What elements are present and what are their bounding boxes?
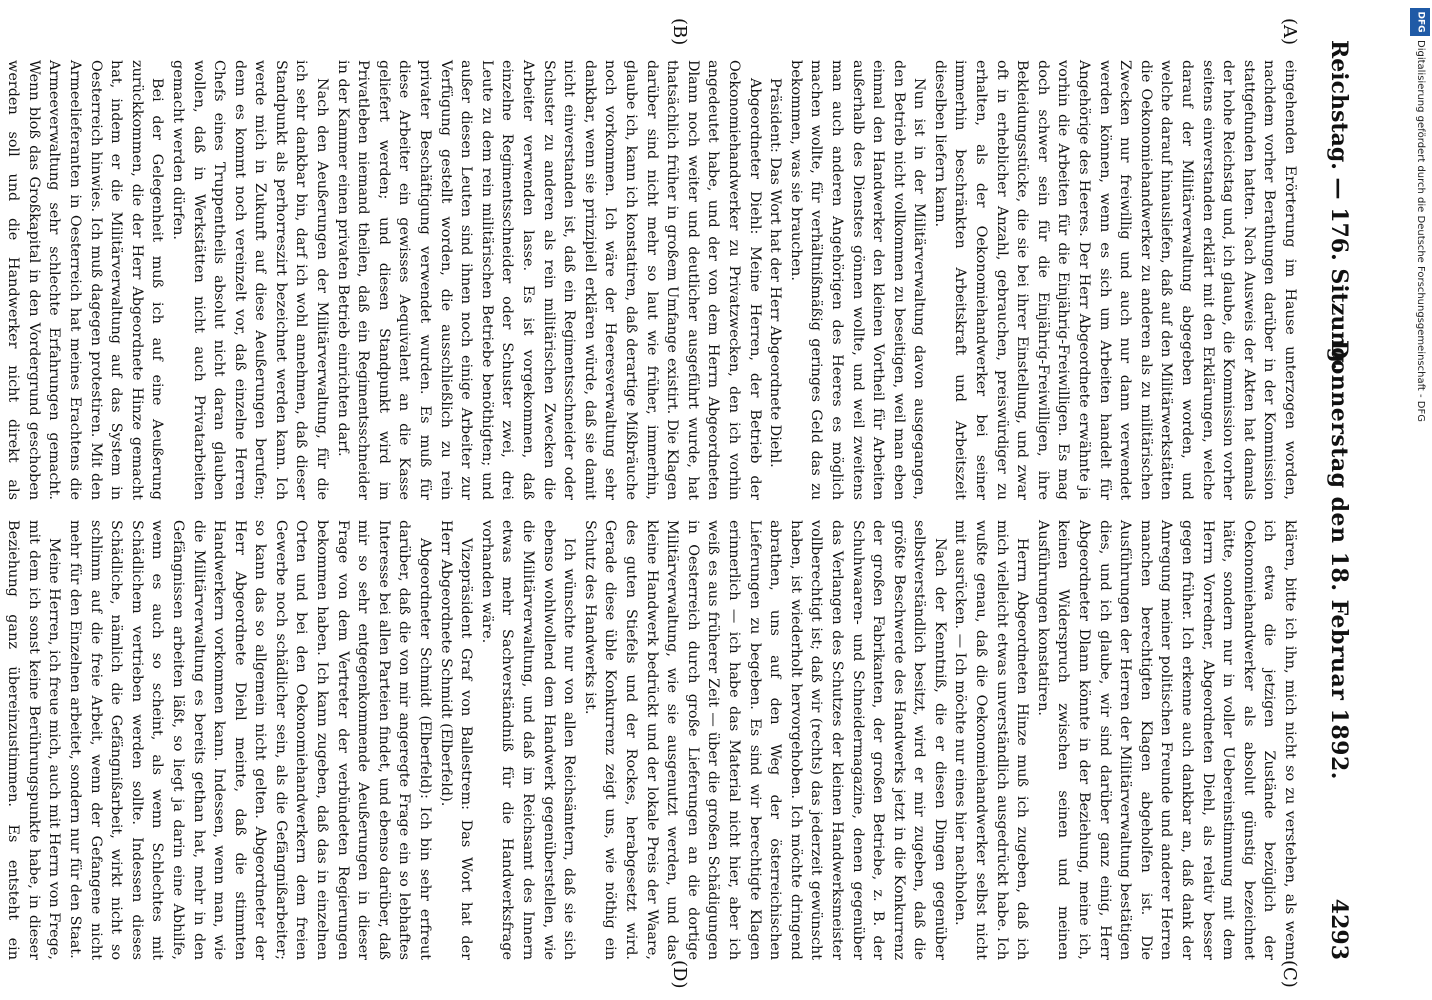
margin-marker-c: (C) xyxy=(1279,960,1300,988)
page-header xyxy=(1320,40,1360,970)
speaker-paragraph: Präsident: Das Wort hat der Herr Abgeordnete Diehl. xyxy=(767,78,784,468)
paragraph: Abgeordneter Schmidt (Elberfeld): Ich bin sehr erfreut darüber, daß die von mir angeregte Frage ein so lebhaftes Interesse bei allen Parteien findet, und ebenso darüber, daß mir so sehr entgegenkommende Aeußerungen in dieser Frage von dem Vertreter der verbündeten Regierungen bekommen haben. Ich kann zugeben, daß das in einzelnen Orten und bei den Oekonomiehandwerkern dem freien Gewerbe noch schädlicher sein, als die Gefängnißarbeiter; so kann das so allgemein nicht gelten. Abgeordneter der Herr Abgeordnete Diehl meinte, daß die stimmten Handwerkern vorkommen kann. Indessen, wenn man, wie die Militärverwaltung es bereits gethan hat, mehr in den Gefängnissen arbeiten läßt, so liegt ja darin eine Abhilfe, wenn es auch so scheint, als wenn Schlechtes mit Schädlichem vertrieben werden sollte. Indessen dieses Schädliche, nämlich die Gefängnißarbeit, wirkt nicht so schlimm auf die freie Arbeit, wenn der Gefangene nicht mehr für den Einzelnen arbeitet, sondern nur für den Staat. xyxy=(66,520,434,960)
dfg-funding-note: Digitalisierung gefördert durch die Deutsche Forschungsgemeinschaft - DFG xyxy=(1415,40,1426,423)
right-text-column xyxy=(5,520,1300,960)
paragraph: Nach den Aeußerungen der Militärverwaltung, für die ich sehr dankbar bin, darf ich wohl annehmen, daß dieser Standpunkt als perhorreszirt bezeichnet werden kann. Ich werde mich in Zukunft auf diese Aeußerungen berufen; denn es kommt noch vereinzelt vor, daß einzelne Herren Chefs eines Truppentheils absolut nicht daran glauben wollen, daß in Werkstätten nicht auch Privatarbeiten gemacht werden dürfen. xyxy=(169,60,331,500)
speaker-paragraph: Vizepräsident Graf von Ballestrem: Das Wort hat der Herr Abgeordnete Schmidt (Elberfeld). xyxy=(437,520,475,960)
dfg-logo: DFG xyxy=(1410,8,1430,36)
paragraph: Herrn Abgeordneten Hinze muß ich zugeben, daß ich mich vielleicht etwas unverständlich ausgedrückt habe. Ich wußte genau, daß die Oekonomiehandwerker selbst nicht mit ausrücken. — Ich möchte nur eines hier nachholen. xyxy=(952,520,1031,960)
margin-marker-a: (A) xyxy=(1279,18,1300,46)
margin-marker-d: (D) xyxy=(669,960,690,989)
rotated-page xyxy=(5,0,1390,1000)
header-session: Reichstag. — 176. Sitzung. xyxy=(1326,40,1352,371)
page-number: 4293 xyxy=(1326,898,1352,960)
paragraph: Meine Herren, ich freue mich, auch mit Herrn von Frege, mit dem ich sonst keine Berührungspunkte habe, in dieser Beziehung ganz übereinzustimmen. Es entsteht ein xyxy=(5,520,63,960)
paragraph: Bei der Gelegenheit muß ich auf eine Aeußerung zurückkommen, die der Herr Abgeordnete Hinze gemacht hat, indem er die Militärverwaltung auf das System in Oesterreich hinwies. Ich muß dagegen protestiren. Mit den Armeelieferanten in Oesterreich hat meines Erachtens die Armeeverwaltung sehr schlechte Erfahrungen gemacht. Wenn bloß das Großkapital in den Vordergrund geschoben werden soll und die Handwerker nicht direkt als xyxy=(5,60,166,500)
paragraph: Ich wünschte nur von allen Reichsämtern, daß sie sich ebenso wohlwollend dem Handwerk gegenüberstellen, wie die Militärverwaltung, und daß im Reichsamt des Innern etwas mehr Sachverständniß für die Handwerksfrage vorhanden wäre. xyxy=(478,520,578,960)
paragraph: Abgeordneter Diehl: Meine Herren, der Betrieb der Oekonomiehandwerker zu Privatzwecken, den ich vorhin angedeutet habe, und der von dem Herrn Abgeordneten Dlann noch weiter und deutlicher ausgeführt wurde, hat thatsächlich früher in großem Umfange existirt. Die Klagen darüber sind nicht mehr so laut wie früher, immerhin, glaube ich, kann ich konstatiren, daß derartige Mißbräuche noch vorkommen. Ich wäre der Heeresverwaltung sehr dankbar, wenn sie prinzipiell erklären würde, daß sie damit nicht einverstanden ist, daß ein Regimentsschneider oder Schuster zu anderen als rein militärischen Zwecken die Arbeiter verwenden lasse. Es ist vorgekommen, daß einzelne Regimentsschneider oder Schuster zwei, drei Leute zu dem rein militärischen Betriebe benöthigten; und außer diesen Leuten sind ihnen noch einige Arbeiter zur Verfügung gestellt worden, die ausschließlich zu rein privater Beschäftigung verwendet wurden. Es muß für diese Arbeiter ein gewisses Aequivalent an die Kasse geliefert werden; und diesen Standpunkt wird im Privatleben niemand theilen, daß ein Regimentsschneider in der Kammer einen privaten Betrieb einrichten darf. xyxy=(334,60,763,500)
paragraph: eingehenden Erörterung im Hause unterzogen worden, nachdem vorher Berathungen darüber in der Kommission stattgefunden hatten. Nach Ausweis der Akten hat damals der hohe Reichstag und, ich glaube, die Kommission vorher seitens einverstanden erklärt mit den Erklärungen, welche darauf der Militärverwaltung abgegeben worden, und welche darauf hinausliefen, daß auf den Militärwerkstätten die Oekonomiehandwerker zu anderen als zu militärischen Zwecken nur freiwillig und auch nur dann verwendet werden können, wenn es sich um Arbeiten handelt für Angehörige des Heeres. Der Herr Abgeordnete erwähnte ja vorhin die Arbeiten für die Einjährig-Freiwilligen. Es mag doch schwer sein für die Einjährig-Freiwilligen, ihre Bekleidungsstücke, die sie bei ihrer Einstellung, und zwar oft in erheblicher Anzahl, gebrauchen, preiswürdiger zu erhalten, als der Oekonomiehandwerker bei seiner immerhin beschränkten Arbeitskraft und Arbeitszeit dieselben liefern kann. xyxy=(931,60,1298,500)
paragraph: Nach der Kenntniß, die er diesen Dingen gegenüber selbstverständlich besitzt, wird er mir zugeben, daß die größte Beschwerde des Handwerks jetzt in die Konkurrenz der großen Fabrikanten, der großen Betriebe, z. B. der Schuhwaaren- und Schneidermagazine, denen gegenüber das Verlangen des Schutzes der kleinen Handwerksmeister vollberechtigt ist; daß wir (rechts) das jederzeit gewünscht haben, ist wiederholt hervorgehoben. Ich möchte dringend abrathen, uns auf den Weg der österreichischen Lieferungen zu begeben. Es sind wir berechtigte Klagen erinnerlich — ich habe das Material nicht hier, aber ich weiß es aus früherer Zeit — über die großen Schädigungen in Oesterreich durch große Lieferungen an die dortige Militärverwaltung, wie sie ausgenutzt werden, und das kleine Handwerk bedrückt und der lokale Preis der Waare, des guten Stiefels und der Rockes, herabgesetzt wird. Gerade diese üble Konkurrenz zeigt uns, wie nöthig ein Schutz des Handwerks ist. xyxy=(581,520,948,960)
header-date: Donnerstag den 18. Februar 1892. xyxy=(1326,340,1352,780)
margin-marker-b: (B) xyxy=(669,18,690,46)
paragraph: klären, bitte ich ihn, mich nicht so zu verstehen, als wenn ich etwa die jetzigen Zustände bezüglich der Oekonomiehandwerker als absolut günstig bezeichnet hätte, sondern nur in voller Uebereinstimmung mit dem Herrn Vorredner, Abgeordneten Diehl, als relativ besser gegen früher. Ich erkenne auch dankbar an, daß dank der Anregung meiner politischen Freunde und anderer Herren manchen berechtigten Klagen abgeholfen ist. Die Ausführungen der Herren der Militärverwaltung bestätigen dies, und ich glaube, wir sind darüber ganz einig, Herr Abgeordneter Dlann könnte in der Beziehung, meine ich, keinen Widerspruch zwischen seinen und meinen Ausführungen konstatiren. xyxy=(1034,520,1298,960)
paragraph: Nun ist in der Militärverwaltung davon ausgegangen, den Betrieb nicht vollkommen zu beseitigen, weil man eben einmal den Handwerker den kleinen Vortheil für Arbeiten außerhalb des Dienstes gönnen wollte, und weil zweitens man auch anderen Angehörigen des Heeres es möglich machen wollte, für verhältnißmäßig geringes Geld das zu bekommen, was sie brauchen. xyxy=(787,60,928,500)
left-text-column xyxy=(5,60,1300,500)
